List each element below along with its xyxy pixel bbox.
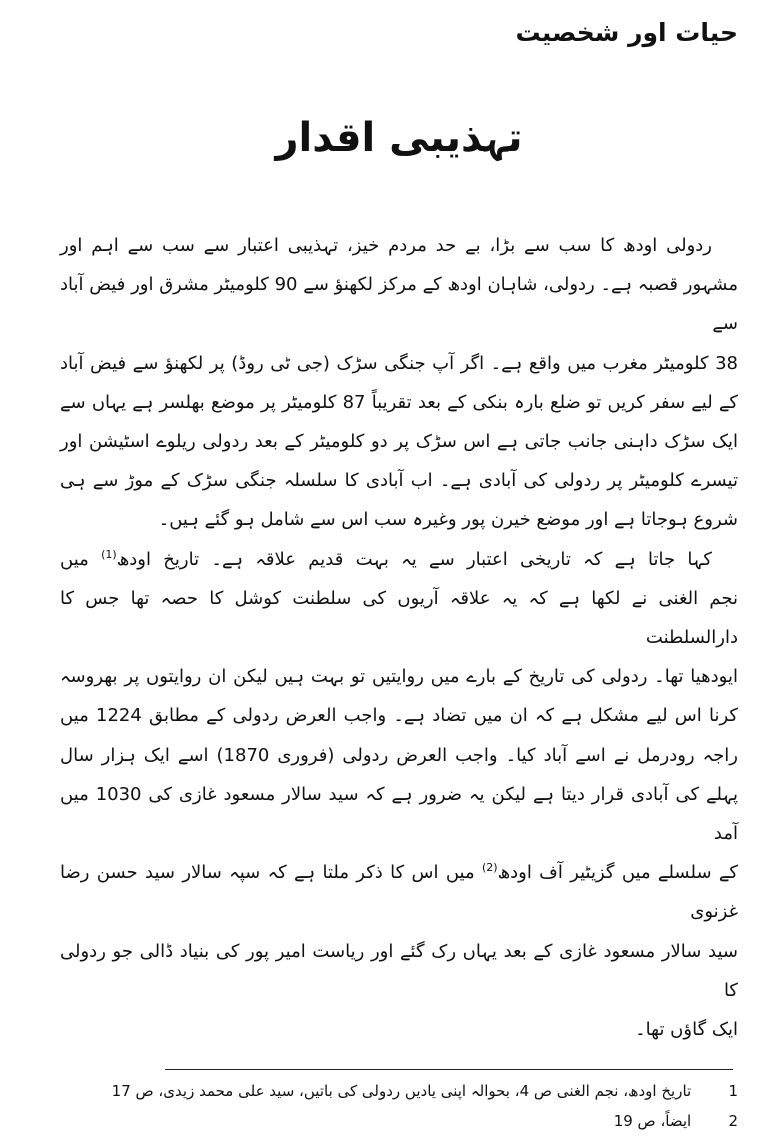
line-text: 38 کلومیٹر مغرب میں واقع ہے۔ اگر آپ جنگی سڑک (جی ٹی روڈ) پر لکھنؤ سے فیض آباد xyxy=(60,352,738,374)
footnotes xyxy=(60,1076,738,1136)
body-text xyxy=(60,226,738,1049)
footnote-divider xyxy=(165,1069,733,1070)
text-line xyxy=(60,736,738,775)
line-text-after: میں اس کا ذکر ملتا ہے کہ سپہ سالار سید حسن رضا غزنوی xyxy=(60,862,738,923)
footnote-text: ایضاً، ص 19 xyxy=(613,1112,692,1131)
line-text: راجہ رودرمل نے اسے آباد کیا۔ واجب العرض ردولی (فروری 1870) اسے ایک ہزار سال xyxy=(60,744,738,766)
line-text: کے لیے سفر کریں تو ضلع بارہ بنکی کے بعد تقریباً 87 کلومیٹر پر موضع بھلسر ہے یہاں سے xyxy=(60,391,738,413)
footnote-reference: (1) xyxy=(101,547,117,561)
line-text: ایک سڑک داہنی جانب جاتی ہے اس سڑک پر دو کلومیٹر کے بعد ردولی ریلوے اسٹیشن اور xyxy=(60,431,738,453)
line-text: مشہور قصبہ ہے۔ ردولی، شاہان اودھ کے مرکز لکھنؤ سے 90 کلومیٹر مشرق اور فیض آباد سے xyxy=(60,274,739,335)
line-text: شروع ہوجاتا ہے اور موضع خیرن پور وغیرہ سب اس سے شامل ہو گئے ہیں۔ xyxy=(158,509,738,531)
footnote-2 xyxy=(60,1106,738,1136)
line-text: ایک گاؤں تھا۔ xyxy=(635,1019,738,1041)
text-line xyxy=(60,422,738,461)
line-text: سید سالار مسعود غازی کے بعد یہاں رک گئے اور ریاست امیر پور کی بنیاد ڈالی جو ردولی کا xyxy=(60,940,738,1001)
text-line xyxy=(60,853,738,931)
footnote-1 xyxy=(60,1076,738,1106)
running-head: حیات اور شخصیت xyxy=(515,18,738,47)
text-line xyxy=(60,540,738,579)
text-line xyxy=(60,932,738,1010)
line-text: پہلے کی آبادی قرار دیتا ہے لیکن یہ ضرور ہے کہ سید سالار مسعود غازی کی 1030 میں آمد xyxy=(60,783,739,845)
text-line xyxy=(60,383,738,422)
chapter-title: تہذیبی اقدار xyxy=(275,115,523,161)
text-line xyxy=(60,461,738,500)
line-text: کہا جاتا ہے کہ تاریخی اعتبار سے یہ بہت قدیم علاقہ ہے۔ تاریخ اودھ xyxy=(116,548,712,570)
footnote-text: تاریخ اودھ، نجم الغنی ص 4، بحوالہ اپنی یادیں ردولی کی باتیں، سید علی محمد زیدی، ص 17 xyxy=(111,1082,692,1101)
text-line xyxy=(60,579,738,657)
text-line xyxy=(60,500,738,539)
footnote-number: 1 xyxy=(728,1082,738,1101)
footnote-number: 2 xyxy=(728,1112,738,1131)
line-text: کے سلسلے میں گزیٹیر آف اودھ xyxy=(497,862,738,884)
text-line xyxy=(60,344,738,383)
line-text: کرنا اس لیے مشکل ہے کہ ان میں تضاد ہے۔ واجب العرض ردولی کے مطابق 1224 میں xyxy=(60,705,738,727)
line-text-after: میں xyxy=(60,548,102,570)
line-text: ردولی اودھ کا سب سے بڑا، بے حد مردم خیز، تہذیبی اعتبار سے سب سے اہم اور xyxy=(60,235,712,256)
footnote-reference: (2) xyxy=(481,861,498,875)
text-line xyxy=(60,226,738,265)
line-text: تیسرے کلومیٹر پر ردولی کی آبادی ہے۔ اب آبادی کا سلسلہ جنگی سڑک کے موڑ سے ہی xyxy=(60,470,738,492)
line-text: نجم الغنی نے لکھا ہے کہ یہ علاقہ آریوں کی سلطنت کوشل کا حصہ تھا جس کا دارالسلطنت xyxy=(60,587,738,649)
line-text: ایودھیا تھا۔ ردولی کی تاریخ کے بارے میں روایتیں تو بہت ہیں لیکن ان روایتوں پر بھروسہ xyxy=(60,666,738,688)
text-line xyxy=(60,696,738,735)
text-line xyxy=(60,775,738,853)
text-line xyxy=(60,1010,738,1049)
text-line xyxy=(60,265,738,343)
text-line xyxy=(60,657,738,696)
